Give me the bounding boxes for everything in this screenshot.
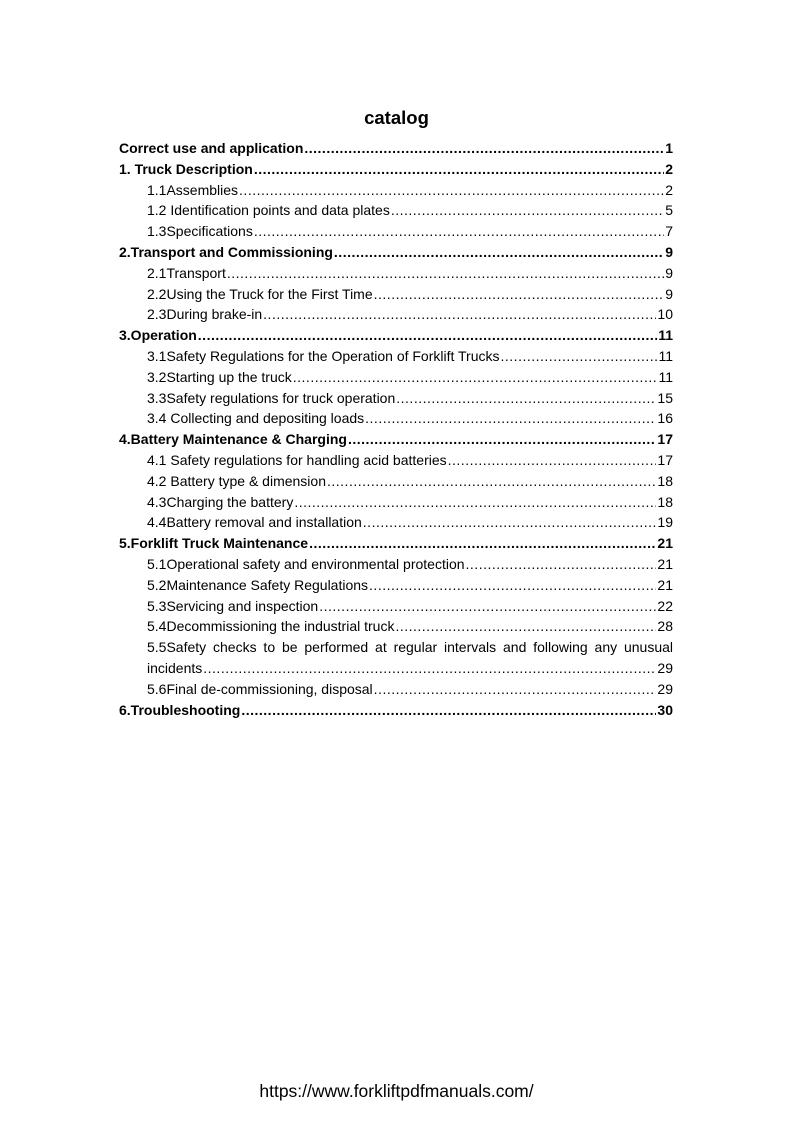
toc-entry-page: 1	[665, 140, 673, 156]
dot-leader	[327, 471, 656, 492]
toc-entry-page: 9	[665, 285, 673, 302]
toc-entry-label: 6.Troubleshooting	[119, 701, 241, 718]
dot-leader	[254, 159, 664, 180]
toc-entry-label: 3.2Starting up the truck	[147, 368, 292, 385]
toc-entry[interactable]	[119, 596, 673, 617]
toc-entry-page: 5	[665, 202, 673, 219]
toc-entry-page: 19	[657, 514, 673, 531]
toc-entry-label: 1.2 Identification points and data plates	[147, 202, 390, 219]
toc-entry-label: 2.3During brake-in	[147, 306, 263, 323]
toc-entry-label: 4.Battery Maintenance & Charging	[119, 431, 347, 448]
toc-entry-label: 4.3Charging the battery	[147, 493, 294, 510]
toc-entry-page: 30	[657, 701, 673, 718]
toc-entry[interactable]	[119, 242, 673, 263]
toc-entry-label: 5.3Servicing and inspection	[147, 597, 319, 614]
toc-entry-label: 3.3Safety regulations for truck operation	[147, 389, 396, 406]
toc-entry-page: 17	[657, 431, 673, 448]
dot-leader	[293, 367, 658, 388]
toc-entry[interactable]	[119, 512, 673, 533]
toc-entry-page: 7	[665, 223, 673, 240]
toc-entry[interactable]	[119, 492, 673, 513]
toc-entry-page: 2	[665, 160, 673, 177]
dot-leader	[391, 200, 664, 221]
toc-entry-label: 2.1Transport	[147, 264, 226, 281]
toc-entry-label: 1.3Specifications	[147, 223, 253, 240]
toc-entry-page: 15	[657, 389, 673, 406]
toc-entry-label: 3.Operation	[119, 327, 197, 344]
toc-entry-label: 5.6Final de-commissioning, disposal	[147, 680, 373, 697]
toc-entry-page: 11	[658, 347, 673, 364]
footer-url[interactable]: https://www.forkliftpdfmanuals.com/	[259, 1081, 534, 1101]
toc-entry[interactable]	[119, 533, 673, 554]
toc-entry-page: 17	[657, 451, 673, 468]
toc-entry-page: 18	[657, 472, 673, 489]
toc-entry[interactable]	[119, 367, 673, 388]
toc-entry-label: 4.2 Battery type & dimension	[147, 472, 326, 489]
toc-entry-label: 5.2Maintenance Safety Regulations	[147, 576, 369, 593]
toc-entry-label: 5.4Decommissioning the industrial truck	[147, 618, 395, 635]
toc-entry[interactable]	[119, 325, 673, 346]
toc-entry-label: 5.1Operational safety and environmental protection	[147, 555, 465, 572]
dot-leader	[363, 512, 657, 533]
dot-leader	[203, 658, 656, 679]
toc-entry-label-continued: incidents	[147, 659, 203, 676]
toc-entry-page: 11	[658, 368, 673, 385]
dot-leader	[374, 284, 665, 305]
dot-leader	[309, 533, 656, 554]
table-of-contents	[119, 138, 673, 720]
toc-entry[interactable]	[119, 138, 673, 159]
dot-leader	[304, 138, 664, 159]
toc-entry-label: 4.4Battery removal and installation	[147, 514, 362, 531]
toc-entry[interactable]	[119, 263, 673, 284]
dot-leader	[501, 346, 658, 367]
toc-entry-page: 28	[657, 618, 673, 635]
toc-entry[interactable]	[119, 221, 673, 242]
dot-leader	[448, 450, 657, 471]
dot-leader	[395, 616, 656, 637]
toc-entry[interactable]	[119, 700, 673, 721]
toc-entry[interactable]	[119, 408, 673, 429]
toc-entry-label: 1. Truck Description	[119, 160, 253, 177]
dot-leader	[263, 304, 656, 325]
toc-entry-page: 29	[657, 659, 673, 676]
toc-entry-page: 10	[657, 306, 673, 323]
toc-entry[interactable]	[119, 346, 673, 367]
toc-entry[interactable]	[119, 471, 673, 492]
toc-entry-page: 9	[665, 243, 673, 260]
toc-entry-page: 21	[657, 555, 673, 572]
dot-leader	[466, 554, 657, 575]
dot-leader	[348, 429, 656, 450]
toc-entry[interactable]	[119, 429, 673, 450]
page-title: catalog	[364, 107, 429, 128]
toc-entry-label: 3.1Safety Regulations for the Operation of Forklift Trucks	[147, 347, 500, 364]
dot-leader	[396, 388, 656, 409]
dot-leader	[365, 408, 656, 429]
toc-entry-label: 4.1 Safety regulations for handling acid batteries	[147, 451, 447, 468]
dot-leader	[319, 596, 656, 617]
toc-entry-label: 3.4 Collecting and depositing loads	[147, 410, 365, 427]
toc-entry[interactable]	[119, 575, 673, 596]
toc-entry[interactable]	[119, 304, 673, 325]
toc-entry[interactable]	[119, 159, 673, 180]
dot-leader	[369, 575, 656, 596]
toc-entry[interactable]	[119, 554, 673, 575]
toc-entry[interactable]	[119, 200, 673, 221]
toc-entry-page: 9	[665, 264, 673, 281]
toc-entry[interactable]	[119, 616, 673, 637]
toc-entry[interactable]	[119, 388, 673, 409]
toc-entry-label: 1.1Assemblies	[147, 181, 239, 198]
dot-leader	[374, 679, 657, 700]
toc-entry-label: 2.2Using the Truck for the First Time	[147, 285, 373, 302]
dot-leader	[254, 221, 664, 242]
toc-entry-page: 29	[657, 680, 673, 697]
dot-leader	[294, 492, 656, 513]
toc-entry-page: 21	[657, 535, 673, 552]
toc-entry-label: 5.5Safety checks to be performed at regular intervals and following any unusual	[147, 639, 673, 656]
dot-leader	[198, 325, 657, 346]
dot-leader	[227, 263, 664, 284]
toc-entry-page: 22	[657, 597, 673, 614]
toc-entry[interactable]	[119, 679, 673, 700]
toc-entry-page: 18	[657, 493, 673, 510]
toc-entry[interactable]	[119, 180, 673, 201]
toc-entry-label: Correct use and application	[119, 140, 304, 156]
dot-leader	[334, 242, 664, 263]
dot-leader	[241, 700, 656, 721]
toc-entry-label: 5.Forklift Truck Maintenance	[119, 535, 309, 552]
toc-entry[interactable]	[119, 450, 673, 471]
toc-entry-label: 2.Transport and Commissioning	[119, 243, 333, 260]
toc-entry-wrapped[interactable]	[119, 637, 673, 679]
dot-leader	[239, 180, 664, 201]
toc-entry-page: 2	[665, 181, 673, 198]
toc-entry[interactable]	[119, 284, 673, 305]
toc-entry-page: 11	[658, 327, 673, 344]
toc-entry-page: 21	[657, 576, 673, 593]
toc-entry-page: 16	[657, 410, 673, 427]
